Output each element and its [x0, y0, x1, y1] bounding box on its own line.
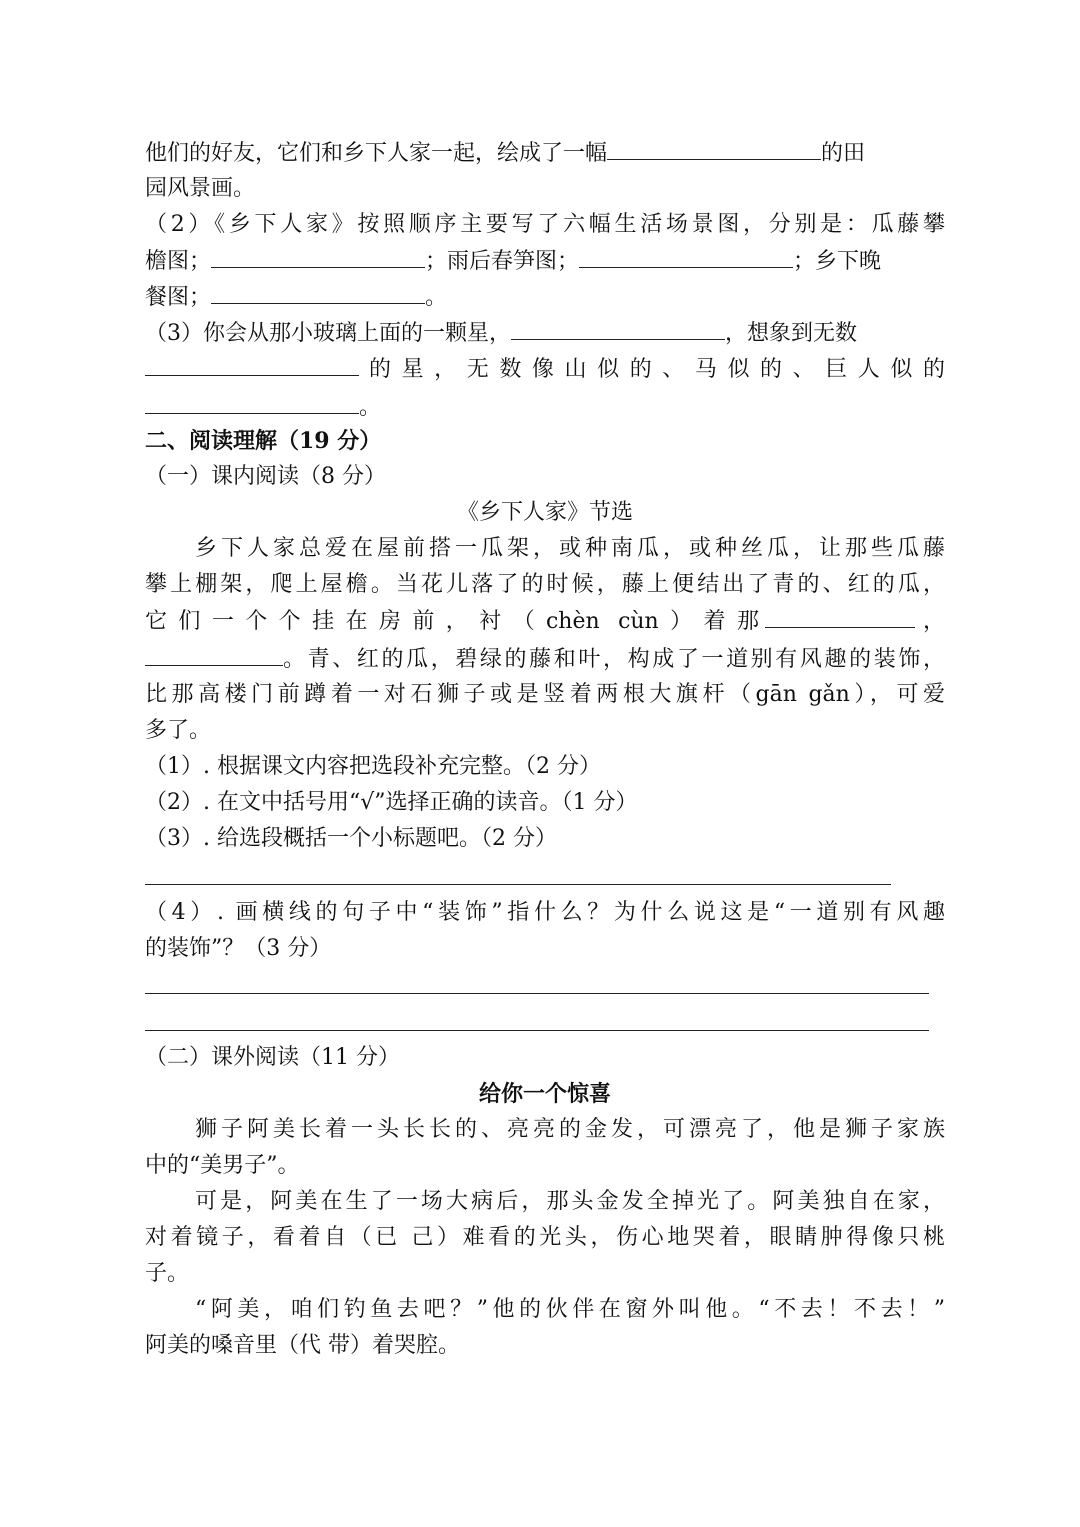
text: （3）你会从那小玻璃上面的一颗星，	[145, 321, 511, 346]
answer-blank[interactable]	[145, 351, 359, 376]
text: 檐图；	[145, 249, 212, 274]
question-3: （3）. 给选段概括一个小标题吧。（2 分）	[145, 826, 557, 851]
passage-line	[145, 603, 945, 639]
text-line	[145, 135, 945, 171]
answer-line[interactable]	[145, 1030, 929, 1031]
question-3	[145, 315, 945, 351]
passage-line: 比那高楼门前蹲着一对石狮子或是竖着两根大旗杆（gān gǎn），可爱	[145, 682, 945, 707]
answer-blank[interactable]	[579, 243, 793, 268]
passage-line: 攀上棚架，爬上屋檐。当花儿落了的时候，藤上便结出了青的、红的瓜，	[145, 572, 945, 597]
passage-line: 对着镜子，看着自（已 己）难看的光头，伤心地哭着，眼睛肿得像只桃	[145, 1225, 945, 1250]
text: ；雨后春笋图；	[425, 249, 580, 274]
passage-line: 可是，阿美在生了一场大病后，那头金发全掉光了。阿美独自在家，	[195, 1189, 945, 1214]
answer-blank[interactable]	[145, 389, 359, 414]
answer-line[interactable]	[145, 993, 929, 994]
text: 。	[359, 395, 382, 420]
passage-line: 阿美的嗓音里（代 带）着哭腔。	[145, 1333, 460, 1358]
answer-blank[interactable]	[765, 603, 915, 628]
text: 他们的好友，它们和乡下人家一起，绘成了一幅	[145, 141, 608, 166]
answer-blank[interactable]	[211, 243, 425, 268]
text-line	[145, 243, 945, 279]
subsection-heading: （一）课内阅读（8 分）	[145, 464, 386, 489]
text: 。青、红的瓜，碧绿的藤和叶，构成了一道别有风趣的装饰，	[283, 647, 945, 672]
passage-title: 《乡下人家》节选	[456, 500, 633, 525]
question-4: （4）. 画横线的句子中“装饰”指什么？为什么说这是“一道别有风趣	[145, 900, 945, 925]
text-line	[145, 279, 945, 315]
question-2: （2）. 在文中括号用“√”选择正确的读音。（1 分）	[145, 790, 638, 815]
subsection-heading: （二）课外阅读（11 分）	[145, 1045, 400, 1070]
text: 。	[425, 285, 448, 310]
text: 的星，无数像山似的、马似的、巨人似的	[369, 357, 945, 382]
answer-blank[interactable]	[607, 135, 821, 160]
passage-line: 狮子阿美长着一头长长的、亮亮的金发，可漂亮了，他是狮子家族	[195, 1117, 945, 1142]
passage-line: 子。	[145, 1261, 190, 1286]
answer-blank[interactable]	[145, 641, 283, 666]
answer-line[interactable]	[145, 884, 891, 885]
passage-line: 乡下人家总爱在屋前搭一瓜架，或种南瓜，或种丝瓜，让那些瓜藤	[195, 536, 945, 561]
question-2: （2）《乡下人家》按照顺序主要写了六幅生活场景图，分别是：瓜藤攀	[145, 212, 945, 237]
section-heading: 二、阅读理解（19 分）	[145, 428, 382, 454]
text: 餐图；	[145, 285, 212, 310]
question-4: 的装饰”？（3 分）	[145, 936, 332, 961]
question-1: （1）. 根据课文内容把选段补充完整。（2 分）	[145, 754, 601, 779]
passage-line: 中的“美男子”。	[145, 1153, 300, 1178]
text-line	[145, 351, 945, 387]
passage-line	[145, 641, 945, 677]
passage-title: 给你一个惊喜	[478, 1081, 611, 1107]
text: ，	[922, 609, 945, 634]
answer-blank[interactable]	[511, 315, 725, 340]
answer-blank[interactable]	[211, 279, 425, 304]
text-line	[145, 389, 945, 425]
text: ；乡下晚	[793, 249, 882, 274]
passage-line: “阿美，咱们钓鱼去吧？”他的伙伴在窗外叫他。“不去！不去！”	[195, 1297, 945, 1322]
text: 它们一个个挂在房前，衬（chèn cùn）着那	[145, 609, 759, 634]
text-line: 园风景画。	[145, 176, 256, 201]
text: ，想象到无数	[725, 321, 858, 346]
passage-line: 多了。	[145, 718, 212, 743]
text: 的田	[821, 141, 866, 166]
